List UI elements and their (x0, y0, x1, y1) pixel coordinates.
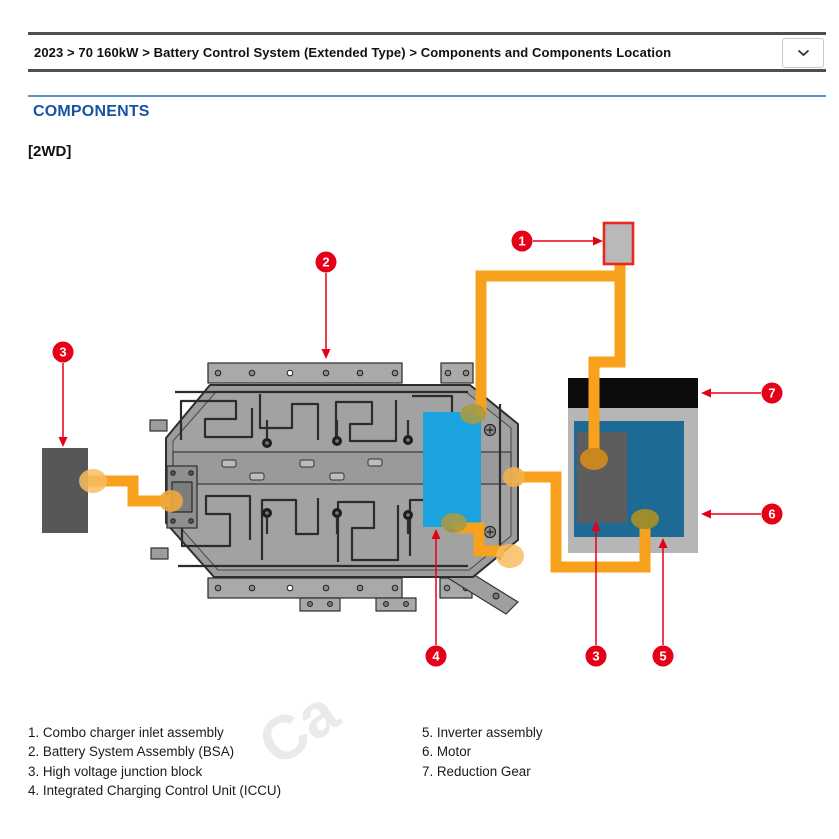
callout-5 (653, 538, 674, 667)
combo-charger-inlet-block (604, 223, 633, 264)
svg-text:6: 6 (768, 506, 776, 522)
legend-item: 5. Inverter assembly (422, 725, 543, 740)
variant-label: [2WD] (28, 143, 72, 160)
page-title: COMPONENTS (33, 103, 150, 120)
svg-text:7: 7 (768, 385, 776, 401)
callout-2 (316, 252, 337, 360)
svg-text:1: 1 (518, 233, 526, 249)
watermark: Ca (246, 677, 351, 780)
legend-item: 2. Battery System Assembly (BSA) (28, 744, 235, 760)
svg-text:4: 4 (432, 648, 440, 664)
svg-text:2: 2 (322, 254, 330, 270)
legend-item: 6. Motor (422, 744, 472, 760)
svg-text:3: 3 (592, 648, 600, 664)
iccu-block (423, 412, 481, 527)
callout-1 (512, 231, 604, 252)
svg-text:3: 3 (59, 344, 67, 360)
legend-item: 7. Reduction Gear (422, 763, 531, 779)
callout-3-front (53, 342, 74, 448)
svg-text:5: 5 (659, 648, 667, 664)
legend-item: 1. Combo charger inlet assembly (28, 725, 224, 740)
callout-7 (701, 383, 783, 404)
callout-6 (701, 504, 783, 525)
breadcrumb: 2023 > 70 160kW > Battery Control System (Extended Type) > Components and Components Location (34, 44, 672, 60)
reduction-gear-block (568, 378, 698, 408)
high-voltage-junction-block-front (42, 448, 88, 533)
legend-right-column (422, 723, 543, 781)
legend-item: 3. High voltage junction block (28, 763, 203, 779)
legend-left-column (28, 723, 281, 800)
high-voltage-junction-block-rear-block (577, 432, 627, 523)
legend-item: 4. Integrated Charging Control Unit (ICCU) (28, 782, 282, 798)
